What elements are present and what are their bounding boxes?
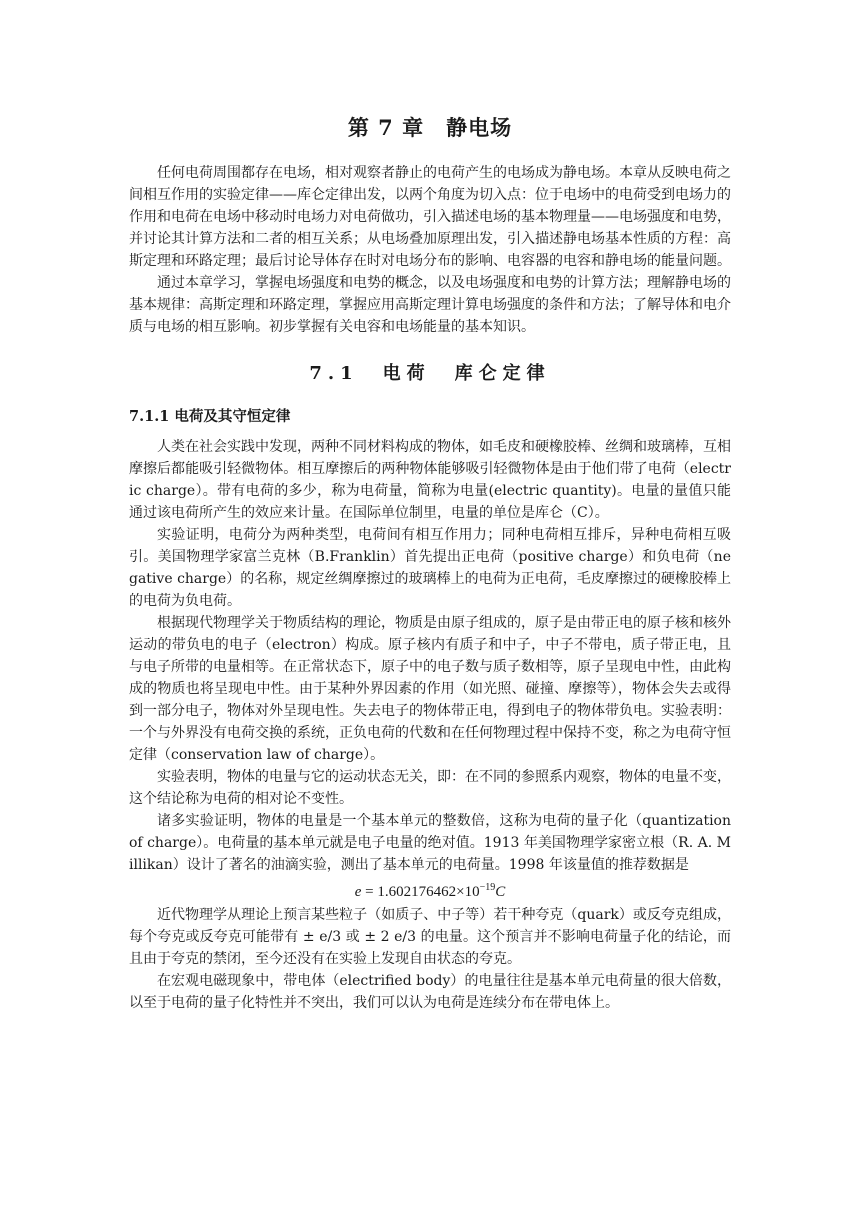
intro-paragraph: 任何电荷周围都存在电场，相对观察者静止的电荷产生的电场成为静电场。本章从反映电荷之间相互作用的实验定律——库仑定律出发，以两个角度为切入点：位于电场中的电荷受到电场力的作用和电荷在电场中移动时电场力对电荷做功，引入描述电场的基本物理量——电场强度和电势，并讨论其计算方法和二者的相互关系；从电场叠加原理出发，引入描述静电场基本性质的方程：高斯定理和环路定理；最后讨论导体存在时对电场分布的影响、电容器的电容和静电场的能量问题。 <box>129 165 731 269</box>
intro-paragraph: 通过本章学习，掌握电场强度和电势的概念，以及电场强度和电势的计算方法；理解静电场的基本规律：高斯定理和环路定理，掌握应用高斯定理计算电场强度的条件和方法；了解导体和电介质与电场的相互影响。初步掌握有关电容和电场能量的基本知识。 <box>129 275 731 335</box>
formula-lhs: e <box>354 884 362 900</box>
subsection-title: 7.1.1 电荷及其守恒定律 <box>129 408 291 425</box>
body-paragraph: 诸多实验证明，物体的电量是一个基本单元的整数倍，这称为电荷的量子化（quantization of charge）。电荷量的基本单元就是电子电量的绝对值。1913 年美国物理学家密立根（R. A. Millikan）设计了著名的油滴实验，测出了基本单元的电荷量。1998 年该量值的推荐数据是 <box>129 813 731 873</box>
body-paragraph: 实验表明，物体的电量与它的运动状态无关，即：在不同的参照系内观察，物体的电量不变，这个结论称为电荷的相对论不变性。 <box>129 769 731 807</box>
formula-mantissa: 1.602176462×10 <box>377 884 480 900</box>
formula-exponent: −19 <box>479 882 496 893</box>
chapter-title: 第 7 章 静电场 <box>347 115 513 140</box>
elementary-charge-formula <box>129 876 731 904</box>
body-paragraph: 近代物理学从理论上预言某些粒子（如质子、中子等）若干种夸克（quark）或反夸克组成，每个夸克或反夸克可能带有 ± e/3 或 ± 2 e/3 的电量。这个预言并不影响电荷量子化的结论，而且由于夸克的禁闭，至今还没有在实验上发现自由状态的夸克。 <box>129 907 731 967</box>
section-title: 7.1 电荷 库仑定律 <box>309 363 551 384</box>
chapter-intro <box>129 162 731 338</box>
body-paragraph: 在宏观电磁现象中，带电体（electrified body）的电量往往是基本单元电荷量的很大倍数，以至于电荷的量子化特性并不突出，我们可以认为电荷是连续分布在带电体上。 <box>129 973 731 1011</box>
formula-unit: C <box>495 884 506 900</box>
body-paragraph: 根据现代物理学关于物质结构的理论，物质是由原子组成的，原子是由带正电的原子核和核外运动的带负电的电子（electron）构成。原子核内有质子和中子，中子不带电，质子带正电，且与电子所带的电量相等。在正常状态下，原子中的电子数与质子数相等，原子呈现电中性，由此构成的物质也将呈现电中性。由于某种外界因素的作用（如光照、碰撞、摩擦等），物体会失去或得到一部分电子，物体对外呈现电性。失去电子的物体带正电，得到电子的物体带负电。实验表明：一个与外界没有电荷交换的系统，正负电荷的代数和在任何物理过程中保持不变，称之为电荷守恒定律（conservation law of charge）。 <box>129 615 731 763</box>
formula-equals: = <box>361 884 378 900</box>
body-paragraph: 实验证明，电荷分为两种类型，电荷间有相互作用力；同种电荷相互排斥，异种电荷相互吸引。美国物理学家富兰克林（B.Franklin）首先提出正电荷（positive charge）和负电荷（negative charge）的名称，规定丝绸摩擦过的玻璃棒上的电荷为正电荷，毛皮摩擦过的硬橡胶棒上的电荷为负电荷。 <box>129 527 731 609</box>
page-content <box>129 112 731 1014</box>
body-paragraph: 人类在社会实践中发现，两种不同材料构成的物体，如毛皮和硬橡胶棒、丝绸和玻璃棒，互相摩擦后都能吸引轻微物体。相互摩擦后的两种物体能够吸引轻微物体是由于他们带了电荷（electric charge）。带有电荷的多少，称为电荷量，简称为电量(electric quantity)。电量的量值只能通过该电荷所产生的效应来计量。在国际单位制里，电量的单位是库仑（C）。 <box>129 439 731 521</box>
